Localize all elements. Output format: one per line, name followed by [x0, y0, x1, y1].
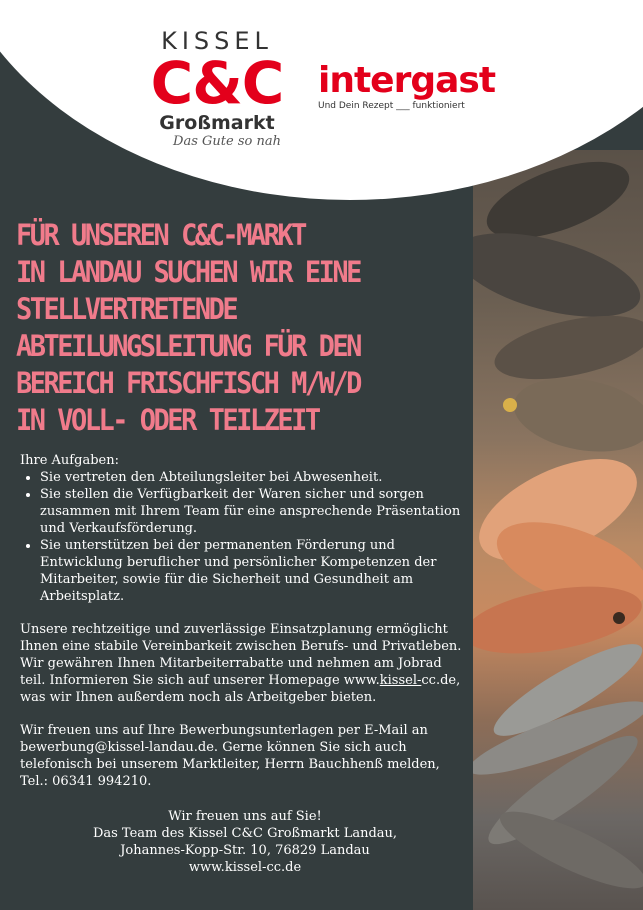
tasks-list [20, 469, 470, 605]
homepage-link[interactable]: kissel- [379, 673, 422, 688]
closing-greeting: Wir freuen uns auf Sie! [168, 809, 322, 824]
headline-line: STELLVERTRETENDE [16, 293, 237, 327]
intergast-logo-main: intergast [318, 60, 496, 101]
application-paragraph: Wir freuen uns auf Ihre Bewerbungsunterlagen per E-Mail an bewerbung@kissel-landau.de. Gerne können Sie sich auch telefonisch bei unserem Marktleiter, Herrn Bauchhenß melden, Tel.: 06341 994210. [20, 723, 440, 789]
closing-address: Johannes-Kopp-Str. 10, 76829 Landau [120, 843, 370, 858]
closing-block [20, 808, 470, 876]
offer-text-end: cc.de, was wir Ihnen außerdem noch als Arbeitgeber bieten. [20, 673, 461, 705]
kissel-logo-top: KISSEL [161, 27, 273, 55]
headline-line: IN VOLL- ODER TEILZEIT [16, 404, 319, 438]
list-item: • Sie unterstützen bei der permanenten Förderung und Entwicklung beruflicher und persönlicher Kompetenzen der Mitarbeiter, sowie für die Sicherheit und Gesundheit am Arbeitsplatz. [40, 537, 470, 605]
headline-line: BEREICH FRISCHFISCH M/W/D [16, 367, 360, 401]
headline-line: IN LANDAU SUCHEN WIR EINE [16, 256, 360, 290]
kissel-logo-sub: Großmarkt [159, 112, 275, 134]
list-item: • Sie stellen die Verfügbarkeit der Waren sicher und sorgen zusammen mit Ihrem Team für eine ansprechende Präsentation und Verkaufsförderung. [40, 486, 470, 537]
offer-paragraph [20, 621, 470, 706]
kissel-slogan: Das Gute so nah [173, 134, 281, 149]
fish-photo [473, 150, 643, 910]
tasks-heading: Ihre Aufgaben: [20, 453, 119, 468]
offer-text: Unsere rechtzeitige und zuverlässige Einsatzplanung ermöglicht Ihnen eine stabile Vereinbarkeit zwischen Berufs- und Privatleben. Wir gewähren Ihnen Mitarbeiterrabatte und nehmen am Jobrad teil. Informieren Sie sich auf unserer Homepage www. [20, 622, 462, 688]
body-content [20, 452, 470, 876]
list-item: • Sie vertreten den Abteilungsleiter bei Abwesenheit. [40, 469, 470, 486]
headline-line: FÜR UNSEREN C&C-MARKT [16, 219, 305, 253]
headline [16, 216, 466, 438]
kissel-logo-main: C&C [150, 49, 284, 117]
intergast-logo [318, 60, 496, 112]
intergast-tagline: Und Dein Rezept ___ funktioniert [318, 101, 465, 111]
closing-website[interactable]: www.kissel-cc.de [188, 860, 302, 875]
closing-team: Das Team des Kissel C&C Großmarkt Landau, [92, 826, 398, 841]
headline-line: ABTEILUNGSLEITUNG FÜR DEN [16, 330, 360, 364]
kissel-logo [142, 28, 292, 150]
